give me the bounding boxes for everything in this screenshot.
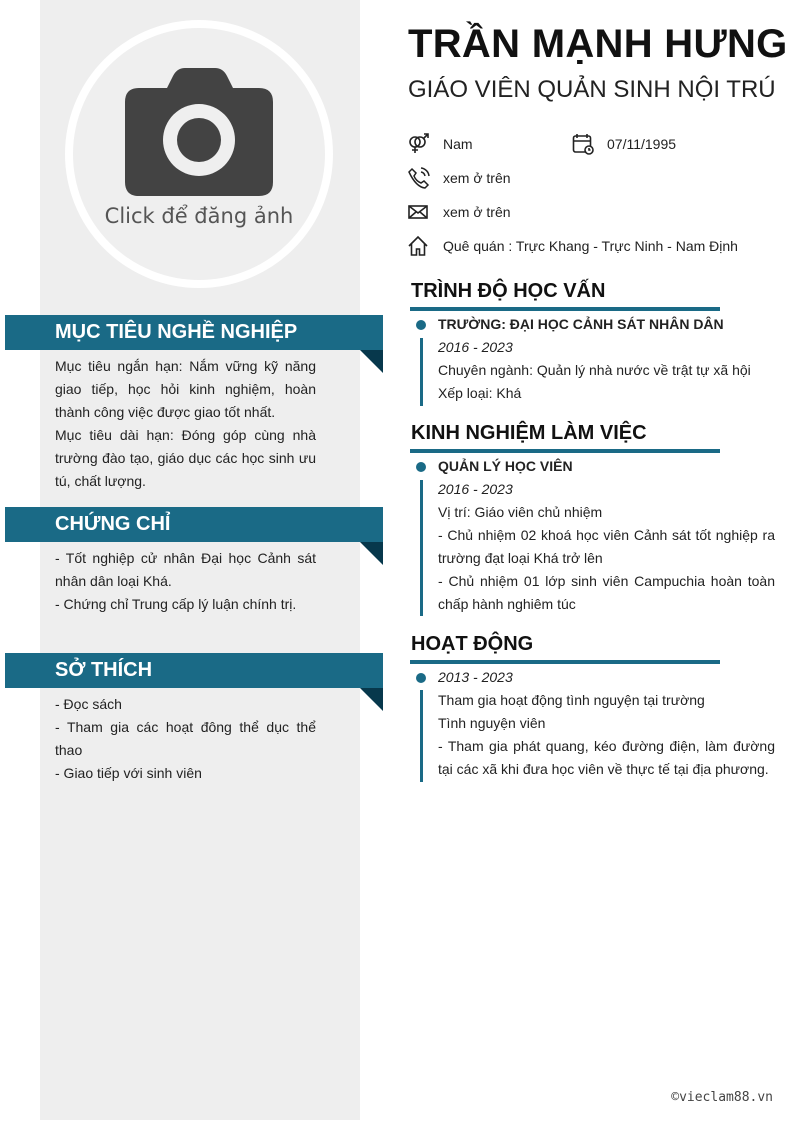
activities-heading: HOẠT ĐỘNG [411, 633, 534, 655]
birthday-text: 07/11/1995 [607, 136, 677, 152]
objective-short: Mục tiêu ngắn hạn: Nắm vững kỹ năng giao tiếp, học hỏi kinh nghiệm, hoàn thành công việc được giao tốt nhất. [55, 358, 316, 420]
section-underline [410, 660, 720, 664]
education-item [438, 313, 775, 405]
experience-period: 2016 - 2023 [438, 481, 513, 497]
experience-heading: KINH NGHIỆM LÀM VIỆC [411, 422, 647, 444]
activity-line: - Tham gia phát quang, kéo đường điện, làm đường tại các xã khi đưa học viên về thực tế tại địa phương. [438, 738, 775, 777]
phone-text: xem ở trên [443, 170, 511, 186]
timeline-line [420, 338, 423, 406]
phone-icon [408, 167, 430, 189]
camera-icon [125, 68, 273, 198]
banner-fold [360, 542, 383, 565]
banner-fold [360, 350, 383, 373]
timeline-dot [416, 320, 426, 330]
school-name: TRƯỜNG: ĐẠI HỌC CẢNH SÁT NHÂN DÂN [438, 316, 724, 332]
footer-watermark: ©vieclam88.vn [671, 1090, 773, 1105]
education-heading: TRÌNH ĐỘ HỌC VẤN [411, 280, 606, 302]
activity-line: Tham gia hoạt động tình nguyện tại trường [438, 692, 705, 708]
certificates-heading: CHỨNG CHỈ [5, 507, 383, 542]
timeline-line [420, 480, 423, 616]
education-major: Chuyên ngành: Quản lý nhà nước về trật tự xã hội [438, 362, 751, 378]
section-underline [410, 449, 720, 453]
email-text: xem ở trên [443, 204, 511, 220]
timeline-line [420, 690, 423, 782]
activities-period: 2013 - 2023 [438, 669, 513, 685]
job-title: GIÁO VIÊN QUẢN SINH NỘI TRÚ [408, 76, 776, 103]
experience-line: - Chủ nhiệm 02 khoá học viên Cảnh sát tốt nghiệp ra trường đạt loại Khá trở lên [438, 527, 775, 566]
birthday-row [572, 133, 676, 155]
section-underline [410, 307, 720, 311]
hometown-text: Quê quán : Trực Khang - Trực Ninh - Nam Định [443, 238, 738, 254]
home-icon [408, 235, 430, 257]
education-period: 2016 - 2023 [438, 339, 513, 355]
objective-long: Mục tiêu dài hạn: Đóng góp cùng nhà trường đào tạo, giáo dục các học sinh ưu tú, chất lượng. [55, 427, 316, 489]
hobby-item: - Giao tiếp với sinh viên [55, 765, 202, 781]
hobby-item: - Tham gia các hoạt đông thể dục thể thao [55, 719, 316, 758]
phone-row [408, 167, 511, 189]
experience-item [438, 455, 775, 616]
email-row [408, 201, 511, 223]
experience-line: Vị trí: Giáo viên chủ nhiệm [438, 504, 603, 520]
job-name: QUẢN LÝ HỌC VIÊN [438, 458, 573, 474]
gender-row [408, 133, 473, 155]
certificate-item: - Tốt nghiệp cử nhân Đại học Cảnh sát nhân dân loại Khá. [55, 550, 316, 589]
activities-item [438, 666, 775, 781]
banner-fold [360, 688, 383, 711]
education-grade: Xếp loại: Khá [438, 385, 522, 401]
objective-heading: MỤC TIÊU NGHỀ NGHIỆP [5, 315, 383, 350]
calendar-icon [572, 133, 594, 155]
activity-line: Tình nguyện viên [438, 715, 546, 731]
gender-icon [408, 133, 430, 155]
gender-text: Nam [443, 136, 473, 152]
photo-upload[interactable] [65, 20, 333, 288]
experience-line: - Chủ nhiệm 01 lớp sinh viên Campuchia hoàn toàn chấp hành nghiêm túc [438, 573, 775, 612]
timeline-dot [416, 673, 426, 683]
certificates-text [55, 547, 316, 616]
certificate-item: - Chứng chỉ Trung cấp lý luận chính trị. [55, 596, 297, 612]
hobby-item: - Đọc sách [55, 696, 122, 712]
hobbies-text [55, 693, 316, 785]
photo-label: Click để đăng ảnh [104, 204, 294, 228]
hometown-row [408, 235, 738, 257]
objective-text [55, 355, 316, 493]
candidate-name: TRẦN MẠNH HƯNG [408, 22, 788, 66]
envelope-icon [408, 201, 430, 223]
hobbies-heading: SỞ THÍCH [5, 653, 383, 688]
timeline-dot [416, 462, 426, 472]
